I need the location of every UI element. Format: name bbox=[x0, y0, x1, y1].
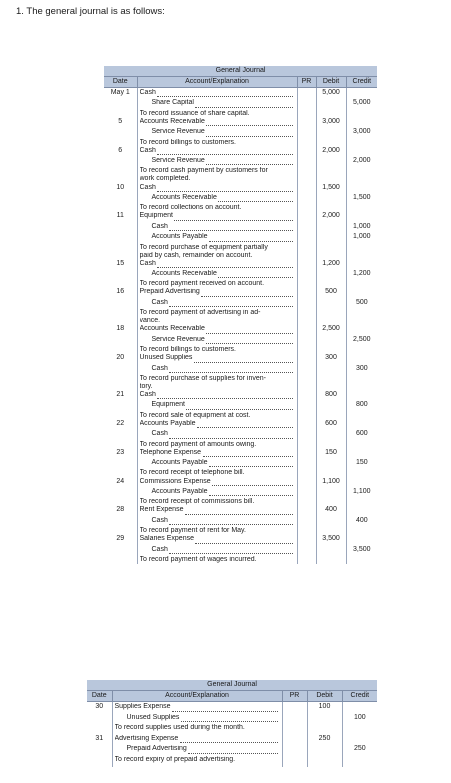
debit-account: Accounts Receivable bbox=[139, 325, 205, 333]
debit-amount: 300 bbox=[325, 354, 337, 362]
entry-memo: To record receipt of commissions bill. bbox=[139, 498, 255, 506]
entry-account-cell bbox=[137, 506, 297, 535]
journal-entry-row bbox=[104, 118, 377, 147]
leader-dots bbox=[157, 191, 293, 192]
entry-pr bbox=[297, 184, 316, 213]
leader-dots bbox=[157, 154, 293, 155]
entry-debit-cell bbox=[316, 118, 346, 147]
credit-account: Service Revenue bbox=[151, 157, 205, 165]
credit-account: Service Revenue bbox=[151, 335, 205, 343]
entry-debit-cell bbox=[316, 506, 346, 535]
credit-account-line bbox=[140, 365, 295, 375]
debit-account-line bbox=[140, 478, 295, 488]
entry-memo: To record payment of rent for May. bbox=[139, 527, 246, 535]
debit-amount: 2,500 bbox=[322, 325, 340, 333]
debit-amount: 1,500 bbox=[322, 183, 340, 191]
credit-account: Share Capital bbox=[151, 99, 194, 107]
leader-dots bbox=[195, 543, 293, 544]
journal-entry-row bbox=[104, 506, 377, 535]
debit-account: Cash bbox=[139, 89, 156, 96]
entry-account-cell bbox=[137, 288, 297, 325]
general-journal-table bbox=[104, 66, 377, 564]
credit-amount: 2,000 bbox=[353, 157, 371, 165]
entry-date: May 1 bbox=[110, 89, 130, 96]
leader-dots bbox=[201, 296, 293, 297]
debit-account: Cash bbox=[139, 259, 156, 267]
entry-date: 5 bbox=[118, 117, 123, 125]
credit-account: Equipment bbox=[151, 401, 185, 409]
debit-amount: 800 bbox=[325, 391, 337, 399]
debit-amount: 600 bbox=[325, 419, 337, 427]
entry-debit-cell bbox=[316, 420, 346, 449]
leader-dots bbox=[206, 125, 293, 126]
debit-account-line bbox=[140, 288, 295, 298]
debit-amount: 250 bbox=[318, 734, 331, 742]
credit-account-line bbox=[115, 745, 280, 756]
credit-account-line bbox=[140, 401, 295, 411]
entry-date: 15 bbox=[116, 259, 125, 267]
entry-credit-cell bbox=[342, 702, 377, 735]
credit-account: Cash bbox=[151, 430, 168, 438]
debit-account-line bbox=[140, 449, 295, 459]
entry-pr bbox=[297, 478, 316, 507]
credit-amount: 300 bbox=[355, 364, 368, 372]
entry-account-cell bbox=[112, 702, 282, 735]
credit-amount: 500 bbox=[355, 298, 368, 306]
entry-credit-cell bbox=[346, 184, 377, 213]
entry-account-cell bbox=[137, 184, 297, 213]
debit-account: Advertising Expense bbox=[114, 734, 179, 742]
debit-account-line bbox=[115, 703, 280, 714]
credit-account: Cash bbox=[151, 298, 168, 306]
entry-account-cell bbox=[137, 88, 297, 118]
entry-date: 20 bbox=[116, 354, 125, 362]
entry-debit-cell bbox=[316, 354, 346, 391]
credit-spacer bbox=[349, 325, 376, 335]
leader-dots bbox=[180, 742, 278, 743]
credit-account: Accounts Payable bbox=[151, 487, 208, 495]
debit-account: Cash bbox=[139, 391, 156, 399]
debit-account-line bbox=[140, 325, 295, 335]
entry-pr bbox=[297, 212, 316, 259]
column-header-account: Account/Explanation bbox=[137, 77, 297, 88]
journal-entry-row bbox=[104, 449, 377, 478]
credit-amount: 3,500 bbox=[353, 545, 371, 553]
debit-amount: 150 bbox=[325, 448, 337, 456]
leader-dots bbox=[218, 277, 293, 278]
credit-spacer bbox=[349, 478, 376, 488]
credit-spacer bbox=[345, 735, 376, 746]
entry-account-cell bbox=[137, 478, 297, 507]
journal-title: General Journal bbox=[87, 680, 377, 691]
credit-account: Cash bbox=[151, 516, 168, 524]
entry-pr bbox=[297, 354, 316, 391]
entry-date: 28 bbox=[116, 506, 125, 514]
entry-memo: paid by cash, remainder on account. bbox=[139, 251, 253, 259]
entry-account-cell bbox=[137, 147, 297, 184]
leader-dots bbox=[218, 201, 293, 202]
entry-memo: To record payment received on account. bbox=[139, 280, 265, 288]
entry-debit-cell bbox=[307, 735, 342, 767]
debit-account: Unused Supplies bbox=[139, 354, 193, 362]
journal-entry-row bbox=[104, 88, 377, 118]
credit-spacer bbox=[349, 260, 376, 270]
credit-account-line bbox=[140, 128, 295, 138]
debit-account-line bbox=[140, 260, 295, 270]
entry-credit-cell bbox=[346, 391, 377, 420]
entry-debit-cell bbox=[316, 478, 346, 507]
entry-memo: vance. bbox=[139, 317, 161, 325]
credit-account: Unused Supplies bbox=[126, 713, 180, 721]
credit-account-line bbox=[140, 517, 295, 527]
column-header-date: Date bbox=[87, 691, 112, 702]
column-header-credit: Credit bbox=[342, 691, 377, 702]
entry-credit-cell bbox=[346, 88, 377, 118]
leader-dots bbox=[185, 514, 293, 515]
leader-dots bbox=[206, 343, 293, 344]
credit-account-line bbox=[140, 546, 295, 556]
entry-pr bbox=[297, 506, 316, 535]
leader-dots bbox=[209, 241, 293, 242]
entry-pr bbox=[297, 88, 316, 118]
credit-account-line bbox=[140, 99, 295, 109]
credit-account-line bbox=[140, 157, 295, 167]
entry-credit-cell bbox=[346, 212, 377, 259]
credit-amount: 100 bbox=[353, 713, 366, 721]
credit-account-line bbox=[140, 336, 295, 346]
entry-credit-cell bbox=[346, 288, 377, 325]
credit-spacer bbox=[349, 89, 376, 99]
leader-dots bbox=[209, 466, 293, 467]
entry-credit-cell bbox=[346, 478, 377, 507]
entry-memo: To record collections on account. bbox=[139, 204, 242, 212]
leader-dots bbox=[174, 220, 293, 221]
leader-dots bbox=[157, 96, 293, 97]
credit-amount: 1,000 bbox=[353, 222, 371, 230]
debit-account-line bbox=[140, 391, 295, 401]
entry-account-cell bbox=[137, 212, 297, 259]
entry-memo: To record receipt of telephone bill. bbox=[139, 469, 245, 477]
entry-pr bbox=[282, 735, 307, 767]
leader-dots bbox=[172, 711, 278, 712]
entry-memo: To record billings to customers. bbox=[139, 346, 236, 354]
credit-account-line bbox=[140, 270, 295, 280]
debit-amount: 2,000 bbox=[322, 212, 340, 220]
entry-memo: To record expiry of prepaid advertising. bbox=[114, 755, 236, 763]
entry-memo: To record cash payment by customers for bbox=[139, 167, 268, 175]
debit-account-line bbox=[140, 118, 295, 128]
credit-spacer bbox=[349, 391, 376, 401]
leader-dots bbox=[169, 553, 293, 554]
entry-account-cell bbox=[137, 391, 297, 420]
entry-debit-cell bbox=[307, 702, 342, 735]
entry-account-cell bbox=[137, 325, 297, 354]
debit-account-line bbox=[140, 535, 295, 545]
credit-spacer bbox=[349, 212, 376, 222]
credit-spacer bbox=[349, 535, 376, 545]
journal-grid bbox=[87, 680, 377, 767]
leader-dots bbox=[169, 230, 293, 231]
entry-date: 29 bbox=[116, 535, 125, 543]
entry-date: 22 bbox=[116, 419, 125, 427]
general-journal-table-continued bbox=[87, 680, 377, 767]
leader-dots bbox=[169, 306, 293, 307]
entry-date: 10 bbox=[116, 183, 125, 191]
debit-account: Telephone Expense bbox=[139, 448, 201, 456]
credit-account: Cash bbox=[151, 545, 168, 553]
credit-spacer bbox=[349, 354, 376, 364]
entry-account-cell bbox=[137, 118, 297, 147]
credit-spacer bbox=[349, 449, 376, 459]
entry-account-cell bbox=[137, 535, 297, 564]
entry-date: 11 bbox=[116, 212, 124, 220]
leader-dots bbox=[188, 753, 278, 754]
debit-account: Supplies Expense bbox=[114, 703, 171, 710]
entry-credit-cell bbox=[342, 735, 377, 767]
credit-amount: 2,500 bbox=[353, 335, 371, 343]
entry-date: 30 bbox=[95, 703, 104, 710]
journal-entry-row bbox=[104, 212, 377, 259]
entry-credit-cell bbox=[346, 260, 377, 289]
entry-debit-cell bbox=[316, 535, 346, 564]
entry-account-cell bbox=[137, 420, 297, 449]
credit-account: Prepaid Advertising bbox=[126, 745, 187, 753]
debit-account: Accounts Receivable bbox=[139, 117, 205, 125]
credit-spacer bbox=[349, 420, 376, 430]
entry-memo: work completed. bbox=[139, 175, 191, 183]
entry-pr bbox=[297, 420, 316, 449]
entry-date: 24 bbox=[116, 477, 125, 485]
entry-credit-cell bbox=[346, 506, 377, 535]
credit-account: Accounts Payable bbox=[151, 233, 208, 241]
credit-amount: 250 bbox=[353, 745, 366, 753]
credit-spacer bbox=[349, 118, 376, 128]
entry-pr bbox=[297, 325, 316, 354]
credit-spacer bbox=[349, 288, 376, 298]
debit-account-line bbox=[140, 506, 295, 516]
entry-pr bbox=[297, 118, 316, 147]
intro-text: 1. The general journal is as follows: bbox=[16, 6, 165, 17]
leader-dots bbox=[169, 438, 293, 439]
journal-entry-row bbox=[104, 147, 377, 184]
debit-amount: 3,500 bbox=[322, 535, 340, 543]
entry-debit-cell bbox=[316, 88, 346, 118]
debit-amount: 1,200 bbox=[322, 259, 340, 267]
credit-amount: 150 bbox=[355, 459, 368, 467]
credit-account: Cash bbox=[151, 364, 168, 372]
credit-amount: 800 bbox=[355, 401, 368, 409]
entry-credit-cell bbox=[346, 535, 377, 564]
credit-amount: 5,000 bbox=[353, 99, 371, 107]
debit-account-line bbox=[140, 147, 295, 157]
debit-account: Cash bbox=[139, 183, 156, 191]
entry-pr bbox=[297, 260, 316, 289]
column-header-account: Account/Explanation bbox=[112, 691, 282, 702]
credit-spacer bbox=[349, 506, 376, 516]
debit-account: Commissions Expense bbox=[139, 477, 211, 485]
debit-account: Salaries Expense bbox=[139, 535, 194, 543]
entry-credit-cell bbox=[346, 118, 377, 147]
entry-memo: tory. bbox=[139, 382, 153, 390]
entry-date: 16 bbox=[116, 288, 125, 296]
leader-dots bbox=[203, 456, 293, 457]
entry-debit-cell bbox=[316, 212, 346, 259]
entry-credit-cell bbox=[346, 420, 377, 449]
leader-dots bbox=[206, 164, 293, 165]
entry-account-cell bbox=[137, 449, 297, 478]
credit-account: Accounts Receivable bbox=[151, 270, 217, 278]
entry-memo: To record billings to customers. bbox=[139, 138, 236, 146]
leader-dots bbox=[181, 721, 278, 722]
entry-pr bbox=[297, 391, 316, 420]
entry-credit-cell bbox=[346, 147, 377, 184]
credit-account: Cash bbox=[151, 222, 168, 230]
credit-amount: 3,000 bbox=[353, 128, 371, 136]
debit-amount: 500 bbox=[325, 288, 337, 296]
journal-entry-row bbox=[87, 702, 377, 735]
journal-entry-row bbox=[104, 260, 377, 289]
entry-debit-cell bbox=[316, 260, 346, 289]
column-header-pr: PR bbox=[282, 691, 307, 702]
leader-dots bbox=[212, 485, 293, 486]
debit-account: Prepaid Advertising bbox=[139, 288, 200, 296]
leader-dots bbox=[169, 524, 293, 525]
debit-account: Cash bbox=[139, 146, 156, 154]
credit-account-line bbox=[140, 233, 295, 243]
journal-entry-row bbox=[104, 478, 377, 507]
credit-account-line bbox=[140, 299, 295, 309]
debit-amount: 400 bbox=[325, 506, 337, 514]
debit-amount: 5,000 bbox=[322, 89, 340, 96]
entry-memo: To record payment of amounts owing. bbox=[139, 440, 257, 448]
column-header-pr: PR bbox=[297, 77, 316, 88]
entry-pr bbox=[297, 288, 316, 325]
debit-account-line bbox=[140, 89, 295, 99]
debit-amount: 3,000 bbox=[322, 117, 340, 125]
entry-account-cell bbox=[112, 735, 282, 767]
entry-memo: To record payment of advertising in ad- bbox=[139, 309, 261, 317]
entry-memo: To record supplies used during the month. bbox=[114, 724, 245, 732]
entry-credit-cell bbox=[346, 354, 377, 391]
entry-pr bbox=[297, 147, 316, 184]
entry-date: 18 bbox=[116, 325, 125, 333]
journal-entry-row bbox=[104, 420, 377, 449]
entry-debit-cell bbox=[316, 325, 346, 354]
leader-dots bbox=[197, 427, 293, 428]
entry-pr bbox=[297, 449, 316, 478]
leader-dots bbox=[169, 372, 293, 373]
entry-date: 23 bbox=[116, 448, 125, 456]
journal-entry-row bbox=[104, 391, 377, 420]
leader-dots bbox=[157, 398, 293, 399]
entry-debit-cell bbox=[316, 147, 346, 184]
entry-date: 31 bbox=[95, 734, 104, 742]
journal-title: General Journal bbox=[104, 66, 377, 77]
journal-entry-row bbox=[104, 354, 377, 391]
debit-account-line bbox=[140, 420, 295, 430]
leader-dots bbox=[194, 362, 293, 363]
leader-dots bbox=[206, 333, 293, 334]
credit-account-line bbox=[140, 459, 295, 469]
leader-dots bbox=[209, 495, 293, 496]
leader-dots bbox=[157, 267, 293, 268]
journal-grid bbox=[104, 66, 377, 564]
entry-debit-cell bbox=[316, 288, 346, 325]
debit-account-line bbox=[140, 212, 295, 222]
debit-amount: 100 bbox=[318, 703, 331, 710]
leader-dots bbox=[186, 409, 293, 410]
entry-debit-cell bbox=[316, 449, 346, 478]
credit-amount: 1,200 bbox=[353, 270, 371, 278]
credit-account-line bbox=[140, 488, 295, 498]
credit-account: Accounts Receivable bbox=[151, 193, 217, 201]
leader-dots bbox=[195, 107, 293, 108]
credit-account-line bbox=[140, 223, 295, 233]
credit-account-line bbox=[140, 194, 295, 204]
credit-spacer bbox=[345, 703, 376, 714]
entry-memo: To record purchase of equipment partially bbox=[139, 243, 268, 251]
debit-account: Accounts Payable bbox=[139, 419, 196, 427]
debit-account: Rent Expense bbox=[139, 506, 184, 514]
entry-pr bbox=[282, 702, 307, 735]
entry-pr bbox=[297, 535, 316, 564]
debit-amount: 2,000 bbox=[322, 146, 340, 154]
credit-amount: 1,500 bbox=[353, 193, 371, 201]
credit-account: Accounts Payable bbox=[151, 459, 208, 467]
credit-account-line bbox=[115, 714, 280, 725]
entry-memo: To record purchase of supplies for inven- bbox=[139, 374, 266, 382]
column-header-debit: Debit bbox=[316, 77, 346, 88]
credit-amount: 600 bbox=[355, 430, 368, 438]
entry-account-cell bbox=[137, 354, 297, 391]
credit-spacer bbox=[349, 184, 376, 194]
journal-entry-row bbox=[104, 184, 377, 213]
entry-memo: To record payment of wages incurred. bbox=[139, 555, 257, 563]
journal-entry-row bbox=[104, 288, 377, 325]
column-header-debit: Debit bbox=[307, 691, 342, 702]
credit-spacer bbox=[349, 147, 376, 157]
debit-amount: 1,100 bbox=[322, 477, 340, 485]
journal-entry-row bbox=[87, 735, 377, 767]
journal-entry-row bbox=[104, 535, 377, 564]
credit-account-line bbox=[140, 430, 295, 440]
debit-account: Equipment bbox=[139, 212, 173, 220]
entry-credit-cell bbox=[346, 449, 377, 478]
entry-debit-cell bbox=[316, 391, 346, 420]
entry-date: 21 bbox=[116, 391, 125, 399]
entry-memo: To record issuance of share capital. bbox=[139, 109, 250, 117]
credit-amount: 1,000 bbox=[353, 233, 371, 241]
entry-account-cell bbox=[137, 260, 297, 289]
leader-dots bbox=[206, 136, 293, 137]
credit-amount: 1,100 bbox=[353, 487, 371, 495]
credit-amount: 400 bbox=[355, 516, 368, 524]
entry-debit-cell bbox=[316, 184, 346, 213]
entry-memo: To record sale of equipment at cost. bbox=[139, 411, 251, 419]
debit-account-line bbox=[115, 735, 280, 746]
column-header-credit: Credit bbox=[346, 77, 377, 88]
credit-account: Service Revenue bbox=[151, 128, 205, 136]
debit-account-line bbox=[140, 354, 295, 364]
debit-account-line bbox=[140, 184, 295, 194]
entry-date: 6 bbox=[118, 146, 123, 154]
journal-entry-row bbox=[104, 325, 377, 354]
column-header-date: Date bbox=[104, 77, 137, 88]
entry-credit-cell bbox=[346, 325, 377, 354]
